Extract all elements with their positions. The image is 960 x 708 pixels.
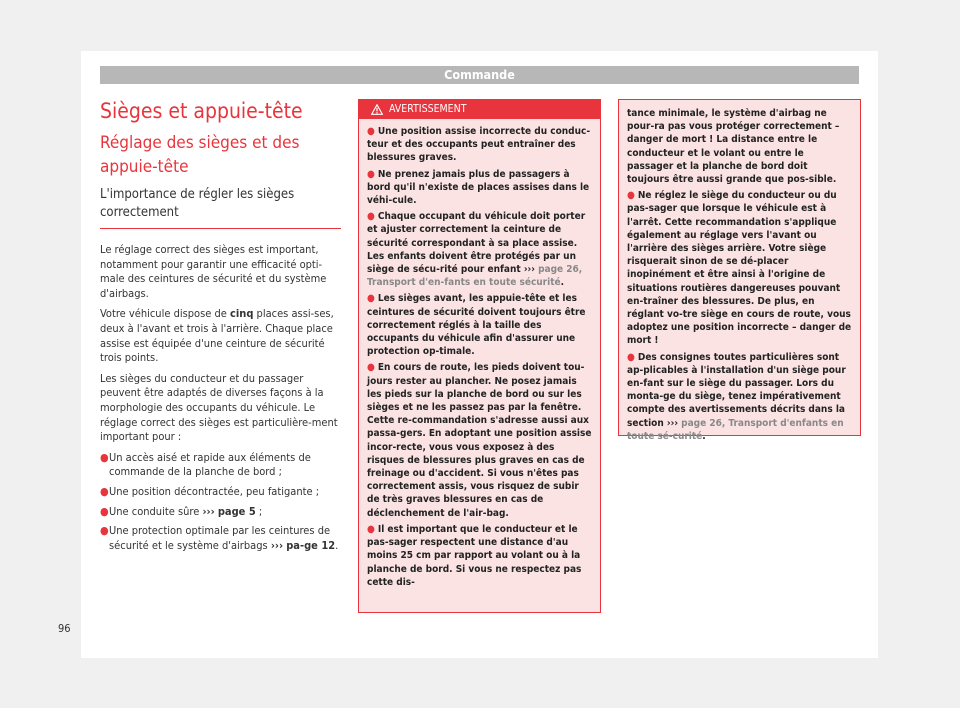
warning-item-text: En cours de route, les pieds doivent tou-jours rester au plancher. Ne posez jamais les pieds sur la planche de bord ou sur les sièges et ne les passez pas par la fenêtre. Cette re-commandation s'adresse aussi aux passa-gers. En adoptant une position assise incor-recte, vous vous exposez à des risques de blessures plus graves en cas de freinage ou d'accident. Si vous n'êtes pas correctement assis, vous risquez de subir de très graves blessures en cas de déclenchement de l'air-bag.: [367, 362, 592, 519]
heading-rule: [100, 228, 341, 229]
list-item-text-end: ;: [255, 504, 263, 518]
page-title: Sièges et appuie-tête: [100, 99, 303, 123]
bullet-icon: ●: [100, 504, 109, 518]
warning-item-text: Il est important que le conducteur et le pas-sager respectent une distance d'au moins 25 cm par rapport au volant ou à la planche de bord. Si vous ne respectez pas cette dis-: [367, 523, 582, 588]
warning-item-text-end: .: [560, 277, 565, 289]
list-item-text: Une conduite sûre: [109, 504, 203, 518]
arrow-icon: ›››: [202, 504, 215, 518]
bullet-icon: ●: [627, 190, 635, 202]
bullet-icon: ●: [367, 523, 375, 535]
list-item-text-end: .: [335, 538, 339, 552]
body-text: [100, 243, 341, 553]
page-number: 96: [58, 622, 71, 635]
list-item-text: Une position décontractée, peu fatigante ;: [109, 484, 320, 498]
bullet-icon: ●: [367, 362, 375, 374]
bullet-icon: ●: [100, 524, 109, 538]
bullet-icon: ●: [627, 351, 635, 363]
page-link[interactable]: pa-ge 12: [286, 538, 336, 552]
page-link[interactable]: page 5: [217, 504, 256, 518]
warning-box-continued: [618, 99, 861, 442]
arrow-icon: ›››: [666, 417, 679, 429]
warning-box: [358, 99, 601, 613]
bullet-icon: ●: [367, 168, 375, 180]
p2-text-end: places assi-ses, deux à l'avant et trois à l'arrière. Chaque place assise est équipée d'une ceinture de sécurité trois points.: [100, 307, 334, 365]
paragraph-3: Les sièges du conducteur et du passager peuvent être adaptés de diverses façons à la morphologie des occupants du véhicule. Le réglage correct des sièges est particulière-ment important pour :: [100, 371, 338, 444]
warning-content: [619, 100, 860, 443]
bullet-icon: ●: [367, 293, 375, 305]
warning-item-text: Ne réglez le siège du conducteur ou du pas-sager que lorsque le véhicule est à l'arrêt. Cette recommandation s'applique également au réglage vers l'avant ou l'arrière des sièges arrière. Votre siège risquerait sinon de se dé-placer inopinément et être ainsi à l'origine de situations routières dangereuses pouvant en-traîner des blessures. De plus, en réglant vo-tre siège en cours de route, vous adoptez une position incorrecte – danger de mort !: [627, 190, 852, 347]
list-item: [100, 524, 341, 553]
section-header: Commande: [100, 66, 859, 84]
warning-triangle-icon: [371, 104, 383, 115]
list-item: [100, 451, 341, 480]
warning-item-text-end: .: [702, 430, 706, 442]
bullet-icon: ●: [367, 211, 375, 223]
left-column: [100, 98, 341, 558]
warning-item: [627, 351, 852, 443]
warning-item-text: Les sièges avant, les appuie-tête et les ceintures de sécurité doivent toujours être correctement réglés à la taille des occupants du véhicule afin d'assurer une protection op-timale.: [367, 293, 586, 358]
page-link[interactable]: page 26, Transport d'en-fants en toute sécurité: [367, 264, 583, 289]
paragraph-1: Le réglage correct des sièges est important, notamment pour garantir une efficacité opti-male des ceintures de sécurité et du système d'airbags.: [100, 243, 327, 300]
list-item: [100, 505, 341, 520]
paragraph-2: [100, 307, 341, 365]
list-item: [100, 485, 341, 500]
arrow-icon: ›››: [523, 264, 535, 276]
warning-item-text: Une position assise incorrecte du conduc-teur et des occupants peut entraîner des blessures graves.: [367, 126, 591, 164]
warning-label: AVERTISSEMENT: [389, 103, 467, 115]
list-item-text: Un accès aisé et rapide aux éléments de commande de la planche de bord ;: [109, 450, 311, 479]
warning-header: [359, 100, 600, 119]
warning-item: [367, 210, 592, 289]
warning-content: [359, 119, 600, 589]
warning-item: [367, 361, 592, 519]
arrow-icon: ›››: [270, 538, 284, 552]
p2-text: Votre véhicule dispose de: [100, 307, 231, 321]
warning-list: [627, 189, 852, 443]
warning-item-text: Des consignes toutes particulières sont ap-plicables à l'installation d'un siège pour en-fant sur le siège du passager. Lors du monta-ge du siège, tenez impérativement compte des avertissements décrits dans la section: [627, 351, 846, 429]
warning-item: [367, 125, 592, 165]
warning-item: [367, 292, 592, 358]
warning-item: [627, 189, 852, 347]
warning-item-text: Ne prenez jamais plus de passagers à bord qu'il n'existe de places assises dans le véhi-cule.: [367, 168, 590, 207]
bullet-icon: ●: [100, 484, 109, 498]
warning-item: [367, 168, 592, 208]
warning-list: [367, 125, 592, 589]
list-item-text: Une protection optimale par les ceintures de sécurité et le système d'airbags: [109, 524, 331, 552]
warning-continuation: tance minimale, le système d'airbag ne pour-ra pas vous protéger correctement – danger de mort ! La distance entre le conducteur et le volant ou entre le passager et la planche de bord doit toujours être aussi grande que pos-sible.: [627, 108, 840, 186]
bullet-icon: ●: [367, 126, 375, 137]
bullet-icon: ●: [100, 450, 109, 464]
section-subsubtitle: L'importance de régler les sièges correctement: [100, 187, 295, 220]
section-subtitle: Réglage des sièges et des appuie-tête: [100, 133, 300, 177]
warning-item: [367, 523, 592, 589]
bullet-list: [100, 451, 341, 554]
p2-bold: cinq: [230, 307, 254, 321]
page-link[interactable]: page 26, Transport d'enfants en toute sé-curité: [627, 417, 844, 442]
warning-item-text: Chaque occupant du véhicule doit porter et ajuster correctement la ceinture de sécurité correspondant à sa place assise. Les enfants doivent être protégés par un siège de sécu-rité pour enfant: [367, 211, 586, 276]
